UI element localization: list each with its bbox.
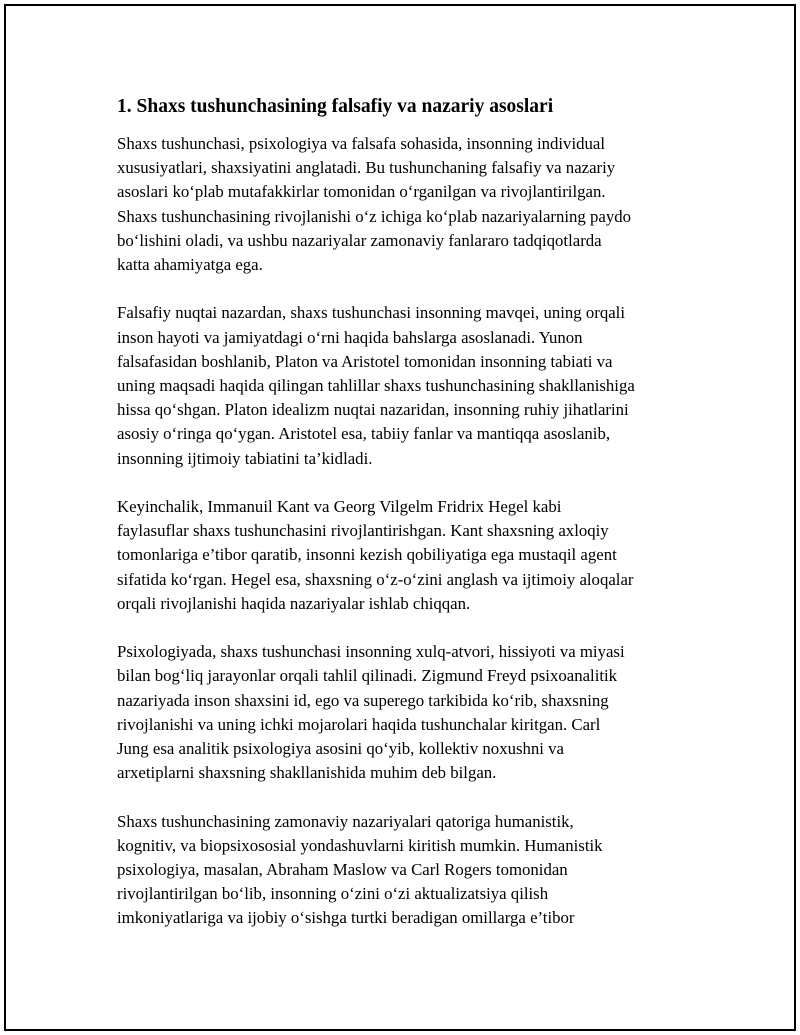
text-line: sifatida koʻrgan. Hegel esa, shaxsning oʻz-oʻzini anglash va ijtimoiy aloqalar	[117, 569, 634, 589]
text-line: hissa qoʻshgan. Platon idealizm nuqtai nazaridan, insonning ruhiy jihatlarini	[117, 400, 629, 420]
paragraph-1	[117, 132, 697, 277]
text-line: uning maqsadi haqida qilingan tahlillar shaxs tushunchasining shakllanishiga	[117, 376, 635, 396]
text-line: Shaxs tushunchasining zamonaviy nazariyalari qatoriga humanistik,	[117, 811, 574, 831]
paragraph-2	[117, 301, 697, 470]
text-line: katta ahamiyatga ega.	[117, 255, 263, 275]
text-line: Shaxs tushunchasi, psixologiya va falsafa sohasida, insonning individual	[117, 134, 605, 153]
text-line: arxetiplarni shaxsning shakllanishida muhim deb bilgan.	[117, 763, 497, 783]
text-line: faylasuflar shaxs tushunchasini rivojlantirishgan. Kant shaxsning axloqiy	[117, 521, 609, 541]
text-line: asosiy oʻringa qoʻygan. Aristotel esa, tabiiy fanlar va mantiqqa asoslanib,	[117, 424, 611, 444]
text-line: nazariyada inson shaxsini id, ego va superego tarkibida koʻrib, shaxsning	[117, 690, 609, 710]
text-line: tomonlariga e’tibor qaratib, insonni kezish qobiliyatiga ega mustaqil agent	[117, 545, 617, 565]
section-heading: 1. Shaxs tushunchasining falsafiy va nazariy asoslari	[117, 96, 554, 117]
text-line: bilan bogʻliq jarayonlar orqali tahlil qilinadi. Zigmund Freyd psixoanalitik	[117, 666, 618, 686]
text-line: boʻlishini oladi, va ushbu nazariyalar zamonaviy fanlararo tadqiqotlarda	[117, 230, 602, 250]
text-line: asoslari koʻplab mutafakkirlar tomonidan oʻrganilgan va rivojlantirilgan.	[117, 182, 606, 202]
paragraph-5	[117, 810, 697, 931]
text-line: Psixologiyada, shaxs tushunchasi insonning xulq-atvori, hissiyoti va miyasi	[117, 642, 625, 662]
text-line: Shaxs tushunchasining rivojlanishi oʻz ichiga koʻplab nazariyalarning paydo	[117, 206, 632, 226]
text-line: xususiyatlari, shaxsiyatini anglatadi. Bu tushunchaning falsafiy va nazariy	[117, 158, 616, 178]
text-line: Jung esa analitik psixologiya asosini qoʻyib, kollektiv noxushni va	[117, 739, 564, 759]
document-body	[117, 94, 697, 955]
text-line: imkoniyatlariga va ijobiy oʻsishga turtki beradigan omillarga e’tibor	[117, 908, 575, 928]
text-line: insonning ijtimoiy tabiatini ta’kidladi.	[117, 448, 373, 468]
text-line: Falsafiy nuqtai nazardan, shaxs tushunchasi insonning mavqei, uning orqali	[117, 303, 626, 323]
text-line: Keyinchalik, Immanuil Kant va Georg Vilgelm Fridrix Hegel kabi	[117, 497, 562, 517]
text-line: inson hayoti va jamiyatdagi oʻrni haqida bahslarga asoslanadi. Yunon	[117, 327, 583, 347]
paragraph-3	[117, 495, 697, 616]
text-line: psixologiya, masalan, Abraham Maslow va Carl Rogers tomonidan	[117, 860, 568, 880]
text-line: kognitiv, va biopsixososial yondashuvlarni kiritish mumkin. Humanistik	[117, 835, 603, 855]
text-line: falsafasidan boshlanib, Platon va Aristotel tomonidan insonning tabiati va	[117, 351, 613, 371]
text-line: orqali rivojlanishi haqida nazariyalar ishlab chiqqan.	[117, 593, 471, 613]
text-line: rivojlantirilgan boʻlib, insonning oʻzini oʻzi aktualizatsiya qilish	[117, 884, 549, 904]
paragraph-4	[117, 640, 697, 785]
text-line: rivojlanishi va uning ichki mojarolari haqida tushunchalar kiritgan. Carl	[117, 714, 601, 734]
